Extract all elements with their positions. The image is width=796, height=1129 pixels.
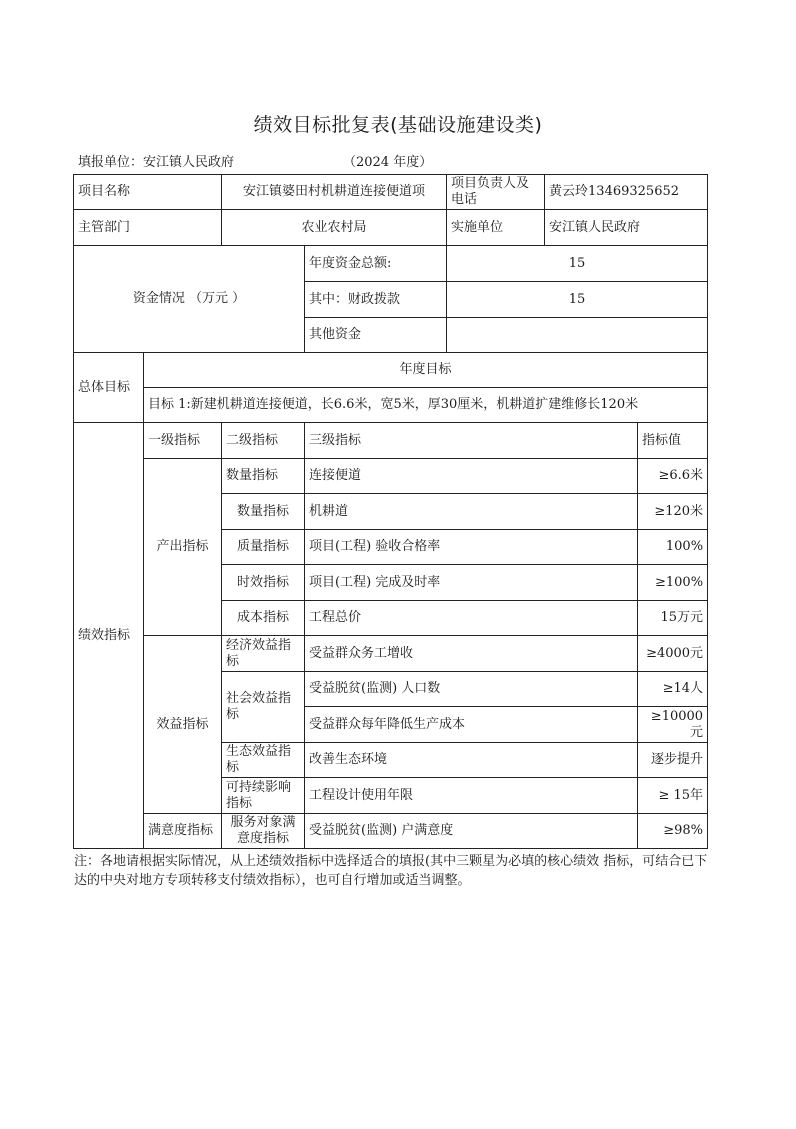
indicator-value: ≥4000元 <box>638 636 708 672</box>
report-year: （2024 年度） <box>343 155 433 170</box>
level3-indicator: 项目(工程) 完成及时率 <box>305 565 638 601</box>
indicator-value: ≥120米 <box>638 494 708 530</box>
satisfaction-indicator-label: 满意度指标 <box>144 814 222 849</box>
performance-label: 绩效指标 <box>74 423 144 849</box>
level3-indicator: 工程总价 <box>305 601 638 636</box>
table-row <box>74 423 708 459</box>
level2-indicator: 社会效益指标 <box>222 672 305 743</box>
funds-total-value: 15 <box>447 246 708 282</box>
department-label: 主管部门 <box>74 210 222 246</box>
level2-indicator: 时效指标 <box>222 565 305 601</box>
table-row <box>74 636 708 672</box>
level3-indicator: 受益脱贫(监测) 人口数 <box>305 672 638 707</box>
table-row <box>74 210 708 246</box>
project-name-value: 安江镇婆田村机耕道连接便道项 <box>222 175 447 210</box>
department-value: 农业农村局 <box>222 210 447 246</box>
col-level2-header: 二级指标 <box>222 423 305 459</box>
report-header <box>78 151 433 170</box>
indicator-value: ≥100% <box>638 565 708 601</box>
indicator-value: 15万元 <box>638 601 708 636</box>
performance-table <box>73 174 708 849</box>
table-row <box>74 814 708 849</box>
annual-goal-text: 目标 1:新建机耕道连接便道，长6.6米，宽5米，厚30厘米，机耕道扩建维修长120米 <box>144 388 708 423</box>
col-value-header: 指标值 <box>638 423 708 459</box>
level3-indicator: 连接便道 <box>305 459 638 494</box>
funds-total-label: 年度资金总额: <box>305 246 447 282</box>
level3-indicator: 工程设计使用年限 <box>305 778 638 814</box>
funds-other-label: 其他资金 <box>305 318 447 353</box>
level3-indicator: 受益群众每年降低生产成本 <box>305 707 638 743</box>
level2-indicator: 服务对象满意度指标 <box>222 814 305 849</box>
funds-other-value <box>447 318 708 353</box>
funds-fiscal-value: 15 <box>447 282 708 318</box>
indicator-value: ≥6.6米 <box>638 459 708 494</box>
project-name-label: 项目名称 <box>74 175 222 210</box>
overall-goal-label: 总体目标 <box>74 353 144 423</box>
level3-indicator: 受益群众务工增收 <box>305 636 638 672</box>
level2-indicator: 经济效益指标 <box>222 636 305 672</box>
funds-fiscal-label: 其中：财政拨款 <box>305 282 447 318</box>
project-leader-value: 黄云玲13469325652 <box>545 175 708 210</box>
indicator-value: ≥98% <box>638 814 708 849</box>
footnote: 注：各地请根据实际情况，从上述绩效指标中选择适合的填报(其中三颗星为必填的核心绩效 指标，可结合已下达的中央对地方专项转移支付绩效指标），也可自行增加或适当调整。 <box>74 854 708 888</box>
table-row <box>74 459 708 494</box>
level2-indicator: 生态效益指标 <box>222 743 305 778</box>
unit-value: 安江镇人民政府 <box>143 155 235 170</box>
level2-indicator: 可持续影响指标 <box>222 778 305 814</box>
table-row <box>74 353 708 388</box>
col-level3-header: 三级指标 <box>305 423 638 459</box>
table-row <box>74 388 708 423</box>
level2-indicator: 成本指标 <box>222 601 305 636</box>
col-level1-header: 一级指标 <box>144 423 222 459</box>
project-leader-label: 项目负责人及电话 <box>447 175 545 210</box>
indicator-value: ≥10000元 <box>638 707 708 743</box>
level2-indicator: 数量指标 <box>222 494 305 530</box>
indicator-value: 100% <box>638 530 708 565</box>
annual-goal-header: 年度目标 <box>144 353 708 388</box>
table-row <box>74 246 708 282</box>
implementer-label: 实施单位 <box>447 210 545 246</box>
unit-label: 填报单位： <box>78 155 144 170</box>
level3-indicator: 受益脱贫(监测) 户满意度 <box>305 814 638 849</box>
page-title: 绩效目标批复表(基础设施建设类) <box>253 114 543 136</box>
level3-indicator: 机耕道 <box>305 494 638 530</box>
indicator-value: ≥ 15年 <box>638 778 708 814</box>
level2-indicator: 数量指标 <box>222 459 305 494</box>
indicator-value: 逐步提升 <box>638 743 708 778</box>
table-row <box>74 175 708 210</box>
level3-indicator: 项目(工程) 验收合格率 <box>305 530 638 565</box>
output-indicator-label: 产出指标 <box>144 459 222 636</box>
implementer-value: 安江镇人民政府 <box>545 210 708 246</box>
benefit-indicator-label: 效益指标 <box>144 636 222 814</box>
level3-indicator: 改善生态环境 <box>305 743 638 778</box>
indicator-value: ≥14人 <box>638 672 708 707</box>
funds-label: 资金情况 （万元 ） <box>74 246 305 353</box>
level2-indicator: 质量指标 <box>222 530 305 565</box>
